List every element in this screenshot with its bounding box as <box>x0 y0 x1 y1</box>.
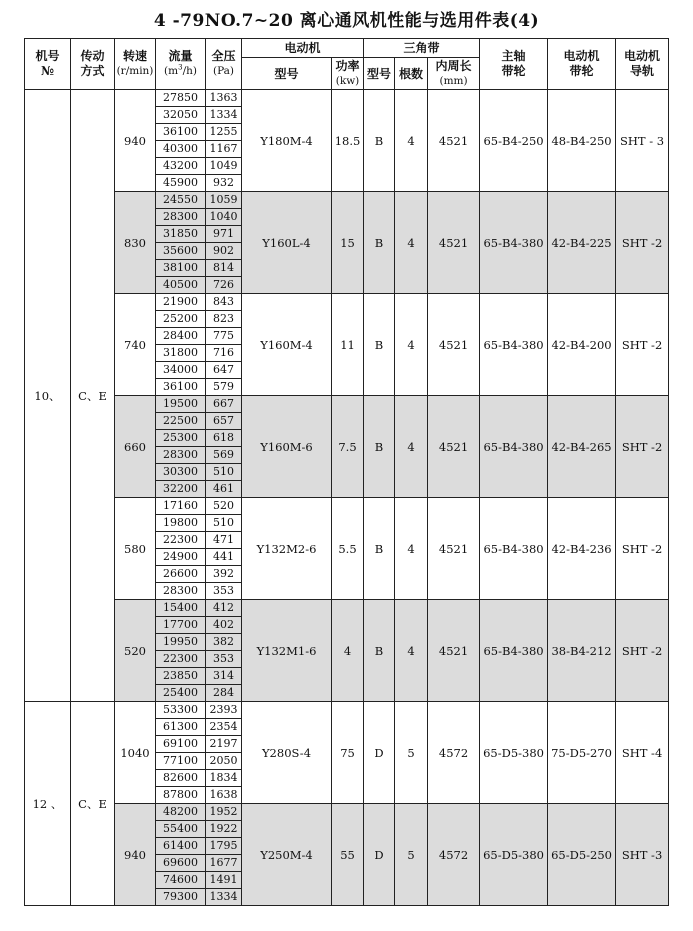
spindle-pulley-cell: 65-D5-380 <box>480 804 548 906</box>
flow-cell: 77100 <box>156 753 206 770</box>
pressure-cell: 1255 <box>206 124 242 141</box>
header-motor-pulley: 电动机 带轮 <box>548 39 616 90</box>
flow-cell: 79300 <box>156 889 206 906</box>
pressure-cell: 441 <box>206 549 242 566</box>
pressure-cell: 392 <box>206 566 242 583</box>
flow-cell: 24900 <box>156 549 206 566</box>
flow-cell: 31800 <box>156 345 206 362</box>
pressure-cell: 2197 <box>206 736 242 753</box>
belt-type-cell: B <box>364 90 395 192</box>
belt-length-cell: 4521 <box>428 192 480 294</box>
motor-pulley-cell: 75-D5-270 <box>548 702 616 804</box>
machine-no-cell: 10、 <box>25 90 71 702</box>
spindle-pulley-cell: 65-B4-380 <box>480 498 548 600</box>
header-flow: 流量 $(m^3/h)$ <box>156 39 206 90</box>
belt-type-cell: D <box>364 702 395 804</box>
table-row <box>25 396 669 413</box>
header-motor: 电动机 <box>242 39 364 58</box>
motor-power-cell: 11 <box>332 294 364 396</box>
motor-pulley-cell: 42-B4-225 <box>548 192 616 294</box>
table-row <box>25 804 669 821</box>
flow-cell: 69600 <box>156 855 206 872</box>
motor-power-cell: 55 <box>332 804 364 906</box>
belt-length-cell: 4572 <box>428 702 480 804</box>
flow-cell: 19500 <box>156 396 206 413</box>
belt-length-cell: 4521 <box>428 396 480 498</box>
table-row <box>25 498 669 515</box>
table-body <box>25 90 669 906</box>
pressure-cell: 657 <box>206 413 242 430</box>
header-belt-count: 根数 <box>395 58 428 90</box>
pressure-cell: 932 <box>206 175 242 192</box>
speed-cell: 940 <box>115 804 156 906</box>
pressure-cell: 402 <box>206 617 242 634</box>
flow-cell: 32050 <box>156 107 206 124</box>
motor-rail-cell: SHT -2 <box>616 294 669 396</box>
belt-length-cell: 4521 <box>428 498 480 600</box>
flow-cell: 19950 <box>156 634 206 651</box>
pressure-cell: 716 <box>206 345 242 362</box>
pressure-cell: 1334 <box>206 889 242 906</box>
belt-length-cell: 4521 <box>428 294 480 396</box>
flow-cell: 21900 <box>156 294 206 311</box>
belt-type-cell: B <box>364 498 395 600</box>
spindle-pulley-cell: 65-B4-380 <box>480 396 548 498</box>
flow-cell: 24550 <box>156 192 206 209</box>
motor-type-cell: Y160M-4 <box>242 294 332 396</box>
flow-cell: 31850 <box>156 226 206 243</box>
pressure-cell: 461 <box>206 481 242 498</box>
motor-rail-cell: SHT -4 <box>616 702 669 804</box>
table-row <box>25 192 669 209</box>
flow-cell: 74600 <box>156 872 206 889</box>
fan-performance-table <box>24 38 669 906</box>
spindle-pulley-cell: 65-B4-250 <box>480 90 548 192</box>
flow-cell: 87800 <box>156 787 206 804</box>
spindle-pulley-cell: 65-B4-380 <box>480 294 548 396</box>
belt-type-cell: D <box>364 804 395 906</box>
flow-cell: 22300 <box>156 651 206 668</box>
speed-cell: 830 <box>115 192 156 294</box>
belt-count-cell: 5 <box>395 702 428 804</box>
flow-cell: 48200 <box>156 804 206 821</box>
motor-pulley-cell: 65-D5-250 <box>548 804 616 906</box>
belt-count-cell: 4 <box>395 294 428 396</box>
flow-cell: 17160 <box>156 498 206 515</box>
flow-cell: 15400 <box>156 600 206 617</box>
speed-cell: 660 <box>115 396 156 498</box>
flow-cell: 45900 <box>156 175 206 192</box>
motor-rail-cell: SHT -3 <box>616 804 669 906</box>
motor-power-cell: 15 <box>332 192 364 294</box>
drive-cell: C、E <box>71 90 115 702</box>
table-row <box>25 600 669 617</box>
motor-rail-cell: SHT -2 <box>616 192 669 294</box>
flow-cell: 17700 <box>156 617 206 634</box>
motor-pulley-cell: 38-B4-212 <box>548 600 616 702</box>
pressure-cell: 569 <box>206 447 242 464</box>
pressure-cell: 579 <box>206 379 242 396</box>
flow-cell: 36100 <box>156 124 206 141</box>
header-belt: 三角带 <box>364 39 480 58</box>
flow-cell: 25200 <box>156 311 206 328</box>
pressure-cell: 1049 <box>206 158 242 175</box>
motor-power-cell: 4 <box>332 600 364 702</box>
motor-rail-cell: SHT -2 <box>616 396 669 498</box>
flow-cell: 27850 <box>156 90 206 107</box>
motor-power-cell: 5.5 <box>332 498 364 600</box>
flow-cell: 28300 <box>156 447 206 464</box>
belt-count-cell: 4 <box>395 600 428 702</box>
flow-cell: 82600 <box>156 770 206 787</box>
pressure-cell: 471 <box>206 532 242 549</box>
drive-cell: C、E <box>71 702 115 906</box>
speed-cell: 580 <box>115 498 156 600</box>
speed-cell: 1040 <box>115 702 156 804</box>
flow-cell: 40300 <box>156 141 206 158</box>
flow-cell: 22300 <box>156 532 206 549</box>
flow-cell: 69100 <box>156 736 206 753</box>
header-motor-rail: 电动机 导轨 <box>616 39 669 90</box>
flow-cell: 25300 <box>156 430 206 447</box>
table-row <box>25 294 669 311</box>
belt-type-cell: B <box>364 396 395 498</box>
flow-cell: 28300 <box>156 209 206 226</box>
speed-cell: 740 <box>115 294 156 396</box>
pressure-cell: 1059 <box>206 192 242 209</box>
speed-cell: 520 <box>115 600 156 702</box>
flow-cell: 35600 <box>156 243 206 260</box>
flow-cell: 22500 <box>156 413 206 430</box>
belt-length-cell: 4521 <box>428 90 480 192</box>
flow-cell: 61300 <box>156 719 206 736</box>
flow-cell: 30300 <box>156 464 206 481</box>
pressure-cell: 353 <box>206 583 242 600</box>
pressure-cell: 2354 <box>206 719 242 736</box>
spindle-pulley-cell: 65-B4-380 <box>480 192 548 294</box>
pressure-cell: 1638 <box>206 787 242 804</box>
belt-count-cell: 4 <box>395 192 428 294</box>
pressure-cell: 412 <box>206 600 242 617</box>
pressure-cell: 510 <box>206 464 242 481</box>
flow-cell: 28400 <box>156 328 206 345</box>
belt-type-cell: B <box>364 192 395 294</box>
motor-type-cell: Y180M-4 <box>242 90 332 192</box>
header-drive: 传动 方式 <box>71 39 115 90</box>
flow-cell: 19800 <box>156 515 206 532</box>
pressure-cell: 1167 <box>206 141 242 158</box>
pressure-cell: 2050 <box>206 753 242 770</box>
pressure-cell: 353 <box>206 651 242 668</box>
pressure-cell: 1363 <box>206 90 242 107</box>
motor-pulley-cell: 48-B4-250 <box>548 90 616 192</box>
belt-count-cell: 4 <box>395 396 428 498</box>
motor-type-cell: Y160L-4 <box>242 192 332 294</box>
pressure-cell: 814 <box>206 260 242 277</box>
machine-no-cell: 12 、 <box>25 702 71 906</box>
header-model-no: 机号 № <box>25 39 71 90</box>
pressure-cell: 520 <box>206 498 242 515</box>
flow-cell: 25400 <box>156 685 206 702</box>
pressure-cell: 314 <box>206 668 242 685</box>
belt-length-cell: 4572 <box>428 804 480 906</box>
pressure-cell: 1952 <box>206 804 242 821</box>
header-belt-type: 型号 <box>364 58 395 90</box>
belt-type-cell: B <box>364 600 395 702</box>
motor-type-cell: Y280S-4 <box>242 702 332 804</box>
pressure-cell: 1922 <box>206 821 242 838</box>
spindle-pulley-cell: 65-B4-380 <box>480 600 548 702</box>
header-motor-type: 型号 <box>242 58 332 90</box>
page-title: 4 -79NO.7~20 离心通风机性能与选用件表(4) <box>153 11 540 31</box>
belt-length-cell: 4521 <box>428 600 480 702</box>
spindle-pulley-cell: 65-D5-380 <box>480 702 548 804</box>
header-speed: 转速 (r/min) <box>115 39 156 90</box>
flow-cell: 53300 <box>156 702 206 719</box>
belt-count-cell: 5 <box>395 804 428 906</box>
header-pressure: 全压 (Pa) <box>206 39 242 90</box>
motor-power-cell: 18.5 <box>332 90 364 192</box>
motor-power-cell: 75 <box>332 702 364 804</box>
header-motor-power: 功率 (kw) <box>332 58 364 90</box>
pressure-cell: 1677 <box>206 855 242 872</box>
flow-cell: 61400 <box>156 838 206 855</box>
pressure-cell: 1834 <box>206 770 242 787</box>
flow-cell: 38100 <box>156 260 206 277</box>
header-spindle-pulley: 主轴 带轮 <box>480 39 548 90</box>
pressure-cell: 1040 <box>206 209 242 226</box>
motor-rail-cell: SHT -2 <box>616 498 669 600</box>
flow-cell: 23850 <box>156 668 206 685</box>
motor-power-cell: 7.5 <box>332 396 364 498</box>
motor-type-cell: Y132M1-6 <box>242 600 332 702</box>
header-belt-length: 内周长 (mm) <box>428 58 480 90</box>
motor-type-cell: Y132M2-6 <box>242 498 332 600</box>
flow-cell: 43200 <box>156 158 206 175</box>
table-row <box>25 702 669 719</box>
pressure-cell: 1334 <box>206 107 242 124</box>
flow-cell: 34000 <box>156 362 206 379</box>
table-row <box>25 90 669 107</box>
pressure-cell: 1795 <box>206 838 242 855</box>
motor-pulley-cell: 42-B4-200 <box>548 294 616 396</box>
pressure-cell: 823 <box>206 311 242 328</box>
motor-pulley-cell: 42-B4-265 <box>548 396 616 498</box>
flow-cell: 55400 <box>156 821 206 838</box>
motor-type-cell: Y160M-6 <box>242 396 332 498</box>
pressure-cell: 971 <box>206 226 242 243</box>
pressure-cell: 775 <box>206 328 242 345</box>
motor-pulley-cell: 42-B4-236 <box>548 498 616 600</box>
motor-type-cell: Y250M-4 <box>242 804 332 906</box>
flow-cell: 26600 <box>156 566 206 583</box>
pressure-cell: 284 <box>206 685 242 702</box>
pressure-cell: 618 <box>206 430 242 447</box>
pressure-cell: 2393 <box>206 702 242 719</box>
pressure-cell: 667 <box>206 396 242 413</box>
pressure-cell: 647 <box>206 362 242 379</box>
speed-cell: 940 <box>115 90 156 192</box>
belt-count-cell: 4 <box>395 90 428 192</box>
pressure-cell: 382 <box>206 634 242 651</box>
flow-cell: 32200 <box>156 481 206 498</box>
flow-cell: 40500 <box>156 277 206 294</box>
pressure-cell: 510 <box>206 515 242 532</box>
flow-cell: 36100 <box>156 379 206 396</box>
pressure-cell: 843 <box>206 294 242 311</box>
pressure-cell: 1491 <box>206 872 242 889</box>
motor-rail-cell: SHT -2 <box>616 600 669 702</box>
pressure-cell: 726 <box>206 277 242 294</box>
belt-count-cell: 4 <box>395 498 428 600</box>
flow-cell: 28300 <box>156 583 206 600</box>
motor-rail-cell: SHT - 3 <box>616 90 669 192</box>
pressure-cell: 902 <box>206 243 242 260</box>
belt-type-cell: B <box>364 294 395 396</box>
